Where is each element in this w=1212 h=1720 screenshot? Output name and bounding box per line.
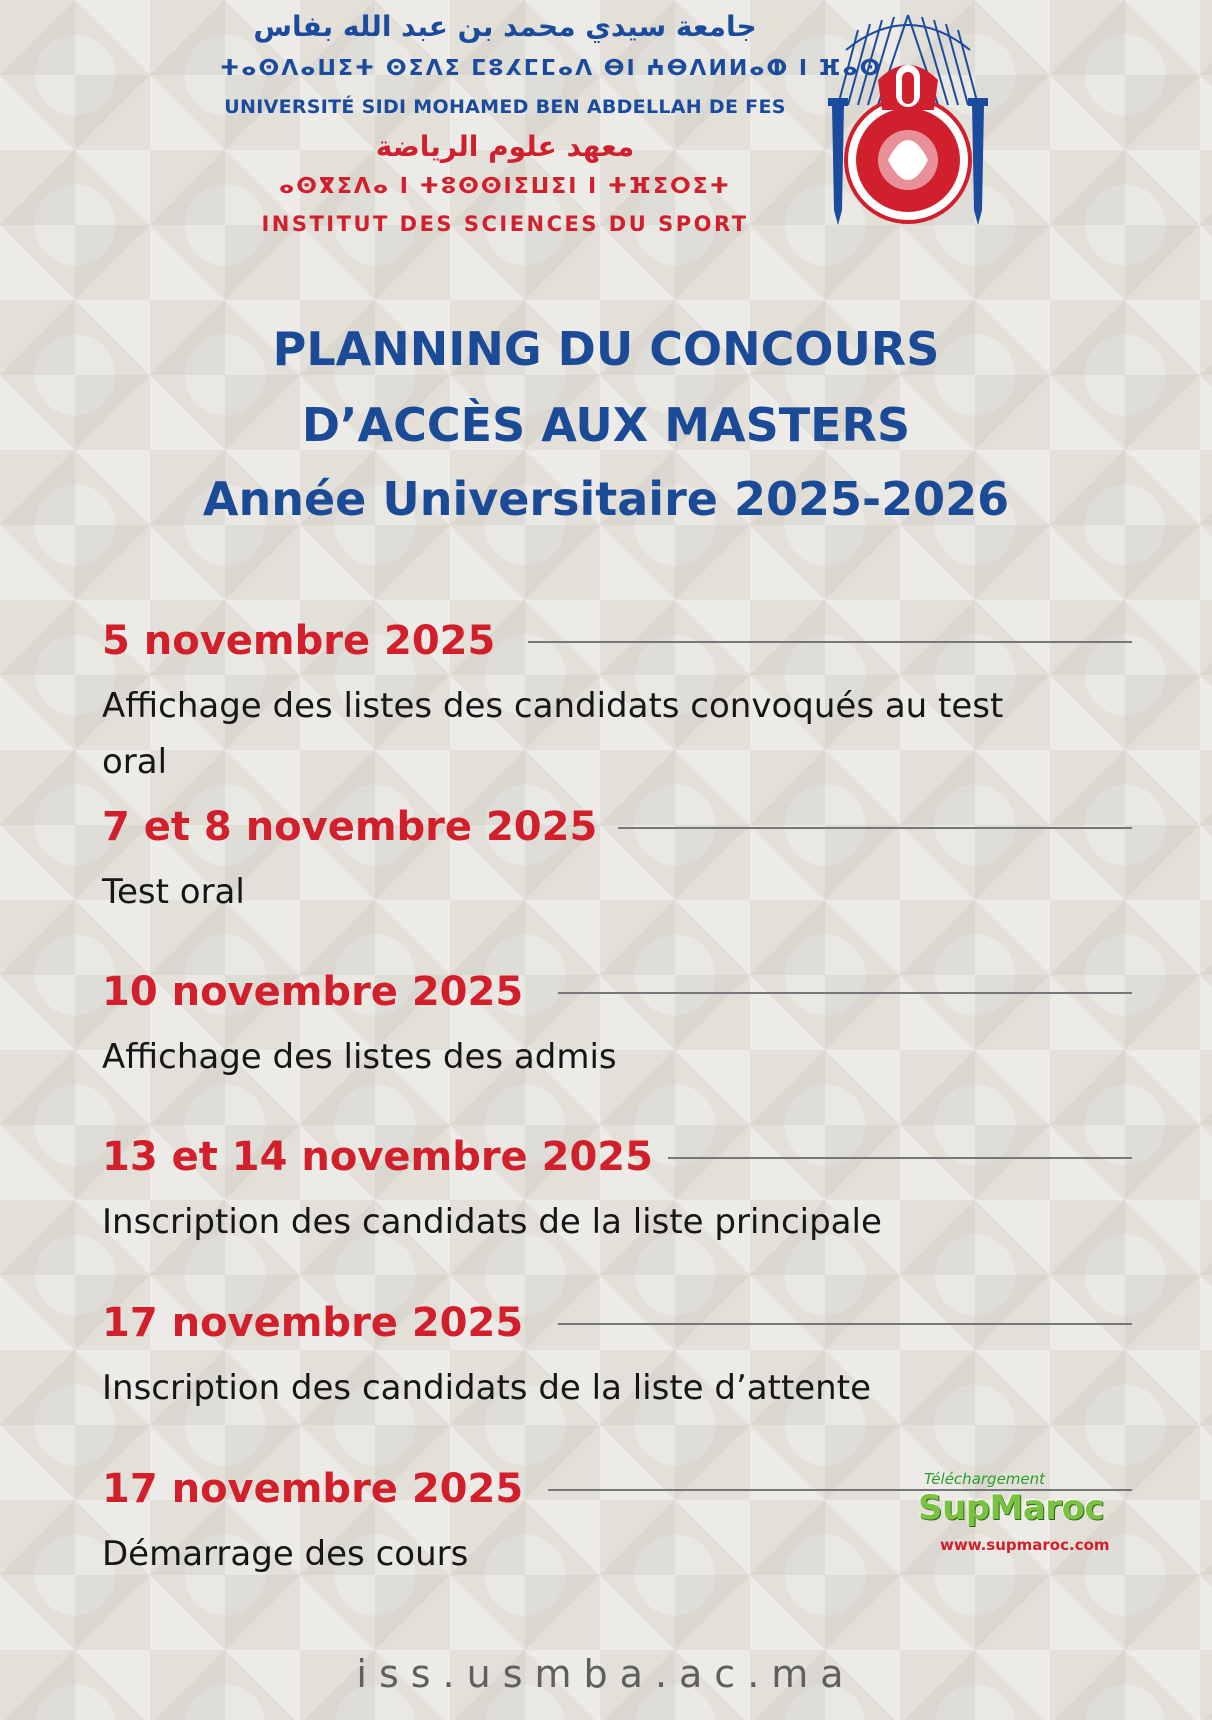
- event-description: Démarrage des cours: [102, 1534, 469, 1574]
- arabic-institute-name: معهد علوم الرياضة: [375, 130, 635, 163]
- university-name: UNIVERSITÉ SIDI MOHAMED BEN ABDELLAH DE FES: [224, 96, 786, 118]
- divider-line: [668, 1157, 1132, 1159]
- divider-line: [618, 827, 1132, 829]
- schedule-item: [102, 800, 1132, 920]
- title-line-1: PLANNING DU CONCOURS: [272, 322, 940, 376]
- watermark-url: www.supmaroc.com: [940, 1536, 1110, 1554]
- university-emblem-icon: [818, 10, 998, 235]
- watermark-label: Téléchargement: [924, 1470, 1046, 1488]
- event-description: Affichage des listes des candidats convoqués au test oral: [102, 686, 1004, 782]
- event-description: Affichage des listes des admis: [102, 1037, 617, 1077]
- tifinagh-university-name: ⵜⴰⵙⴷⴰⵡⵉⵜ ⵙⵉⴷⵉ ⵎⵓⵃⵎⵎⴰⴷ ⴱⵏ ⵄⴱⴷⵍⵍⴰⵀ ⵏ ⴼⴰⵙ: [220, 56, 883, 81]
- divider-line: [528, 641, 1132, 643]
- event-description: Test oral: [102, 872, 245, 912]
- event-date: 17 novembre 2025: [102, 1300, 524, 1346]
- arabic-university-name: جامعة سيدي محمد بن عبد الله بفاس: [253, 10, 757, 43]
- schedule-item: [102, 1130, 1132, 1250]
- schedule-item: [102, 1296, 1132, 1416]
- watermark-logo: SupMaroc: [918, 1488, 1105, 1528]
- website-footer[interactable]: iss.usmba.ac.ma: [356, 1652, 856, 1696]
- schedule-item: [102, 614, 1132, 790]
- title-academic-year: Année Universitaire 2025-2026: [202, 472, 1010, 526]
- event-date: 7 et 8 novembre 2025: [102, 804, 598, 850]
- event-description: Inscription des candidats de la liste principale: [102, 1202, 882, 1242]
- header: [0, 0, 1212, 250]
- schedule-item: [102, 965, 1132, 1085]
- event-description: Inscription des candidats de la liste d’attente: [102, 1368, 871, 1408]
- institute-name: INSTITUT DES SCIENCES DU SPORT: [261, 212, 749, 236]
- divider-line: [558, 1323, 1132, 1325]
- tifinagh-institute-name: ⴰⵙⴳⵉⴷⴰ ⵏ ⵜⵓⵙⵙⵏⵉⵡⵉⵏ ⵏ ⵜⴼⵉⵔⵉⵜ: [279, 174, 731, 199]
- title-line-2: D’ACCÈS AUX MASTERS: [301, 398, 911, 452]
- event-date: 10 novembre 2025: [102, 969, 524, 1015]
- supmaroc-watermark: [918, 1470, 1128, 1560]
- divider-line: [558, 992, 1132, 994]
- event-date: 5 novembre 2025: [102, 618, 496, 664]
- event-date: 13 et 14 novembre 2025: [102, 1134, 653, 1180]
- event-date: 17 novembre 2025: [102, 1466, 524, 1512]
